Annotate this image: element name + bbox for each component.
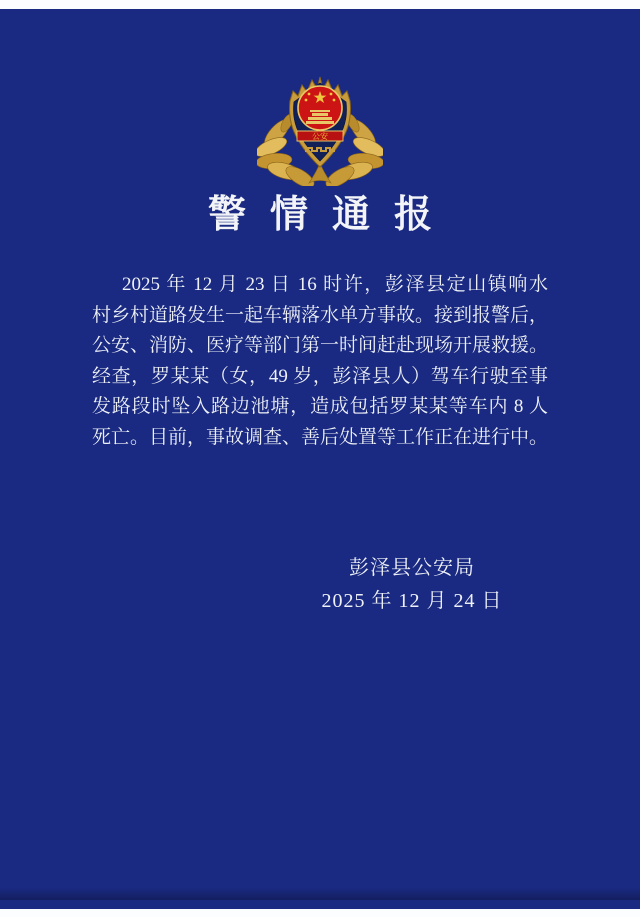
notice-line: 村乡村道路发生一起车辆落水单方事故。接到报警后，: [92, 304, 549, 326]
police-badge-icon: [257, 66, 383, 186]
notice-body: [92, 270, 548, 453]
notice-line: 经查，罗某某（女，49 岁，彭泽县人）驾车行驶至事: [92, 365, 548, 387]
issue-date: 2025 年 12 月 24 日: [321, 590, 503, 612]
notice-line: 公安、消防、医疗等部门第一时间赶赴现场开展救援。: [92, 335, 549, 356]
issuing-authority: 彭泽县公安局: [349, 557, 475, 579]
notice-line: 发路段时坠入路边池塘，造成包括罗某某等车内 8 人: [92, 396, 548, 417]
notice-line: 2025 年 12 月 23 日 16 时许，彭泽县定山镇响水: [122, 274, 548, 295]
notice-line: 死亡。目前，事故调查、善后处置等工作正在进行中。: [92, 426, 549, 448]
notice-title: 警情通报: [207, 194, 456, 236]
bottom-dark-band: [0, 887, 640, 900]
bottom-white-strip: [0, 909, 640, 917]
badge-banner-text: 公安: [312, 132, 328, 141]
signature-block: [252, 552, 572, 618]
top-white-strip: [0, 0, 640, 9]
